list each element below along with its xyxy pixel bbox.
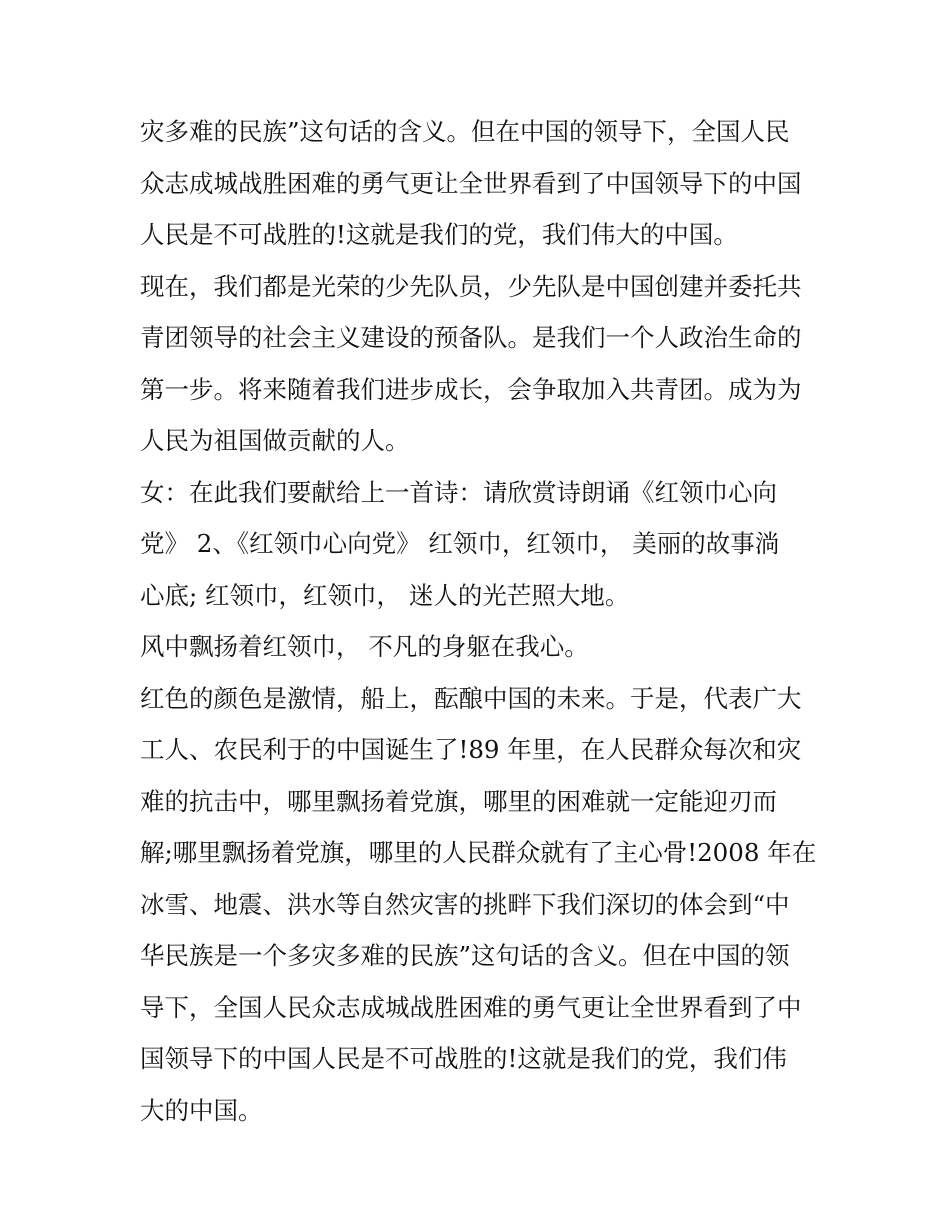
text-line: 冰雪、地震、洪水等自然灾害的挑畔下我们深切的体会到“中 (140, 889, 790, 919)
text-line: 党》 2、《红领巾心向党》 红领巾，红领巾， 美丽的故事淌 (140, 529, 780, 558)
text-line: 工人、农民利于的中国诞生了!89 年里，在人民群众每次和灾 (140, 735, 802, 764)
text-line: 风中飘扬着红领巾， 不凡的身躯在我心。 (140, 632, 589, 661)
text-line: 导下，全国人民众志成城战胜困难的勇气更让全世界看到了中 (140, 992, 802, 1022)
document-body (140, 106, 815, 1136)
text-line: 大的中国。 (140, 1095, 263, 1125)
text-line: 红色的颜色是激情，船上，酝酿中国的未来。于是，代表广大 (140, 683, 802, 713)
text-line: 华民族是一个多灾多难的民族”这句话的含义。但在中国的领 (140, 941, 790, 970)
text-line: 人民为祖国做贡献的人。 (140, 426, 410, 455)
text-line: 人民是不可战胜的!这就是我们的党，我们伟大的中国。 (140, 220, 738, 249)
text-line: 众志成城战胜困难的勇气更让全世界看到了中国领导下的中国 (140, 168, 802, 198)
text-line: 解;哪里飘扬着党旗，哪里的人民群众就有了主心骨!2008 年在 (140, 838, 817, 867)
text-line: 现在，我们都是光荣的少先队员，少先队是中国创建并委托共 (140, 271, 802, 301)
text-line: 灾多难的民族”这句话的含义。但在中国的领导下，全国人民 (140, 117, 790, 146)
text-line: 国领导下的中国人民是不可战胜的!这就是我们的党，我们伟 (140, 1044, 787, 1073)
text-line: 女：在此我们要献给上一首诗：请欣赏诗朗诵《红领巾心向 (140, 477, 777, 507)
text-line: 心底; 红领巾，红领巾， 迷人的光芒照大地。 (140, 580, 630, 610)
text-line: 难的抗击中，哪里飘扬着党旗，哪里的困难就一定能迎刃而 (140, 786, 777, 816)
text-line: 第一步。将来随着我们进步成长，会争取加入共青团。成为为 (140, 374, 802, 404)
text-line: 青团领导的社会主义建设的预备队。是我们一个人政治生命的 (140, 323, 802, 352)
